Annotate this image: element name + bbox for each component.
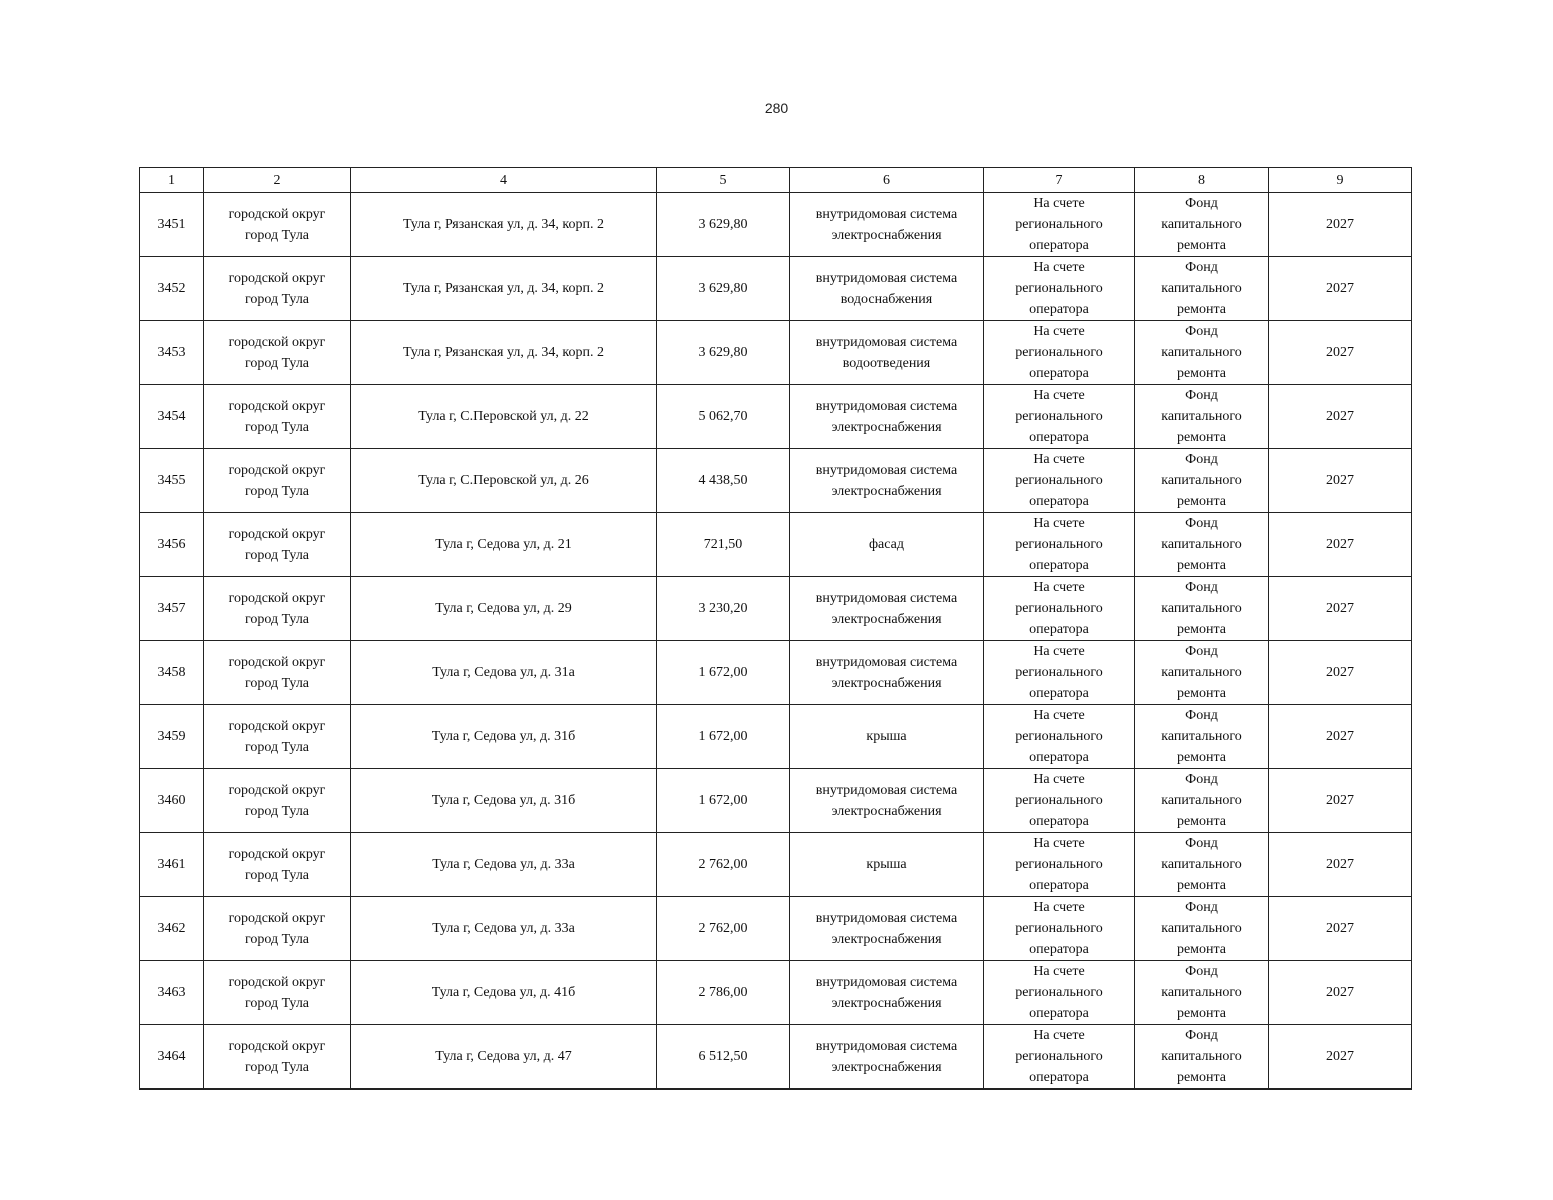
- funding-source-cell-line: капитального: [1161, 217, 1242, 232]
- municipality-cell: [204, 385, 351, 449]
- table-row: [140, 257, 1412, 321]
- work-type-cell-line: внутридомовая система: [815, 206, 958, 222]
- funding-source-cell-line: Фонд: [1185, 324, 1218, 339]
- municipality-cell: [204, 769, 351, 833]
- funding-source-cell-line: ремонта: [1176, 942, 1227, 957]
- municipality-cell-line: городской округ: [228, 334, 326, 350]
- row-number-cell: 3458: [140, 641, 204, 705]
- municipality-cell-line: город Тула: [244, 227, 310, 243]
- account-cell-line: На счете: [1033, 708, 1085, 723]
- funding-source-cell-line: Фонд: [1185, 644, 1218, 659]
- year-cell: 2027: [1269, 961, 1412, 1025]
- table-row: [140, 833, 1412, 897]
- year-cell: 2027: [1269, 769, 1412, 833]
- funding-source-cell: [1135, 513, 1269, 577]
- municipality-cell-line: город Тула: [244, 931, 310, 947]
- work-type-cell-line: внутридомовая система: [815, 590, 958, 606]
- address-cell: Тула г, Седова ул, д. 29: [351, 577, 657, 641]
- funding-source-cell-line: капитального: [1161, 729, 1242, 744]
- address-cell: Тула г, Седова ул, д. 31б: [351, 705, 657, 769]
- municipality-cell-line: город Тула: [244, 611, 310, 627]
- account-cell: [984, 961, 1135, 1025]
- work-type-cell-line: электроснабжения: [831, 611, 942, 627]
- funding-source-cell: [1135, 321, 1269, 385]
- cost-cell: 4 438,50: [657, 449, 790, 513]
- column-header-6: 6: [790, 168, 984, 193]
- funding-source-cell-line: Фонд: [1185, 1028, 1218, 1043]
- funding-source-cell-line: капитального: [1161, 985, 1242, 1000]
- year-cell: 2027: [1269, 897, 1412, 961]
- municipality-cell-line: город Тула: [244, 867, 310, 883]
- account-cell-line: оператора: [1029, 1070, 1089, 1085]
- account-cell-line: регионального: [1015, 281, 1103, 296]
- table-row: [140, 513, 1412, 577]
- funding-source-cell-line: Фонд: [1185, 452, 1218, 467]
- work-type-cell-line: крыша: [866, 729, 907, 744]
- account-cell: [984, 641, 1135, 705]
- work-type-cell-line: электроснабжения: [831, 419, 942, 435]
- work-type-cell-line: электроснабжения: [831, 931, 942, 947]
- cost-cell: 1 672,00: [657, 641, 790, 705]
- account-cell-line: регионального: [1015, 665, 1103, 680]
- row-number-cell: 3455: [140, 449, 204, 513]
- cost-cell: 721,50: [657, 513, 790, 577]
- address-cell: Тула г, С.Перовской ул, д. 26: [351, 449, 657, 513]
- municipality-cell-line: город Тула: [244, 739, 310, 755]
- municipality-cell: [204, 1025, 351, 1090]
- account-cell: [984, 705, 1135, 769]
- work-type-cell-line: водоотведения: [842, 355, 931, 371]
- year-cell: 2027: [1269, 449, 1412, 513]
- funding-source-cell-line: ремонта: [1176, 686, 1227, 701]
- work-type-cell-line: внутридомовая система: [815, 974, 958, 990]
- municipality-cell: [204, 193, 351, 257]
- municipality-cell-line: город Тула: [244, 547, 310, 563]
- municipality-cell-line: город Тула: [244, 291, 310, 307]
- funding-source-cell-line: ремонта: [1176, 750, 1227, 765]
- municipality-cell: [204, 577, 351, 641]
- year-cell: 2027: [1269, 1025, 1412, 1090]
- work-type-cell: [790, 705, 984, 769]
- table-row: [140, 1025, 1412, 1090]
- row-number-cell: 3459: [140, 705, 204, 769]
- page-number: 280: [764, 100, 789, 116]
- work-type-cell: [790, 321, 984, 385]
- funding-source-cell-line: ремонта: [1176, 558, 1227, 573]
- work-type-cell: [790, 513, 984, 577]
- municipality-cell-line: город Тула: [244, 803, 310, 819]
- row-number-cell: 3457: [140, 577, 204, 641]
- funding-source-cell-line: Фонд: [1185, 772, 1218, 787]
- column-header-2: 2: [204, 168, 351, 193]
- address-cell: Тула г, С.Перовской ул, д. 22: [351, 385, 657, 449]
- account-cell-line: регионального: [1015, 473, 1103, 488]
- work-type-cell: [790, 449, 984, 513]
- work-type-cell: [790, 833, 984, 897]
- municipality-cell-line: городской округ: [228, 846, 326, 862]
- municipality-cell-line: городской округ: [228, 910, 326, 926]
- cost-cell: 3 629,80: [657, 257, 790, 321]
- account-cell: [984, 385, 1135, 449]
- account-cell-line: регионального: [1015, 345, 1103, 360]
- work-type-cell: [790, 1025, 984, 1090]
- work-type-cell-line: внутридомовая система: [815, 654, 958, 670]
- funding-source-cell-line: Фонд: [1185, 388, 1218, 403]
- account-cell: [984, 193, 1135, 257]
- account-cell-line: На счете: [1033, 644, 1085, 659]
- municipality-cell: [204, 257, 351, 321]
- account-cell-line: оператора: [1029, 1006, 1089, 1021]
- work-type-cell-line: внутридомовая система: [815, 1038, 958, 1054]
- funding-source-cell: [1135, 641, 1269, 705]
- municipality-cell-line: городской округ: [228, 974, 326, 990]
- work-type-cell-line: внутридомовая система: [815, 782, 958, 798]
- funding-source-cell: [1135, 1025, 1269, 1090]
- table-row: [140, 577, 1412, 641]
- account-cell-line: На счете: [1033, 900, 1085, 915]
- table-row: [140, 897, 1412, 961]
- table-row: [140, 961, 1412, 1025]
- account-cell-line: оператора: [1029, 302, 1089, 317]
- address-cell: Тула г, Седова ул, д. 21: [351, 513, 657, 577]
- account-cell-line: На счете: [1033, 836, 1085, 851]
- account-cell-line: оператора: [1029, 430, 1089, 445]
- row-number-cell: 3453: [140, 321, 204, 385]
- municipality-cell-line: городской округ: [228, 270, 326, 286]
- work-type-cell: [790, 257, 984, 321]
- account-cell-line: На счете: [1033, 324, 1085, 339]
- row-number-cell: 3452: [140, 257, 204, 321]
- funding-source-cell-line: капитального: [1161, 665, 1242, 680]
- municipality-cell-line: городской округ: [228, 398, 326, 414]
- municipality-cell-line: городской округ: [228, 782, 326, 798]
- funding-source-cell-line: Фонд: [1185, 708, 1218, 723]
- municipality-cell-line: городской округ: [228, 462, 326, 478]
- row-number-cell: 3463: [140, 961, 204, 1025]
- account-cell-line: оператора: [1029, 558, 1089, 573]
- cost-cell: 3 629,80: [657, 321, 790, 385]
- cost-cell: 3 230,20: [657, 577, 790, 641]
- funding-source-cell-line: капитального: [1161, 473, 1242, 488]
- work-type-cell-line: фасад: [868, 537, 904, 552]
- cost-cell: 2 786,00: [657, 961, 790, 1025]
- funding-source-cell-line: капитального: [1161, 857, 1242, 872]
- account-cell-line: регионального: [1015, 601, 1103, 616]
- funding-source-cell-line: Фонд: [1185, 516, 1218, 531]
- account-cell-line: оператора: [1029, 750, 1089, 765]
- year-cell: 2027: [1269, 513, 1412, 577]
- year-cell: 2027: [1269, 257, 1412, 321]
- account-cell-line: регионального: [1015, 409, 1103, 424]
- work-type-cell: [790, 897, 984, 961]
- municipality-cell-line: город Тула: [244, 483, 310, 499]
- funding-source-cell: [1135, 449, 1269, 513]
- table-row: [140, 705, 1412, 769]
- account-cell-line: На счете: [1033, 452, 1085, 467]
- account-cell-line: оператора: [1029, 814, 1089, 829]
- funding-source-cell-line: ремонта: [1176, 302, 1227, 317]
- funding-source-cell: [1135, 385, 1269, 449]
- account-cell: [984, 577, 1135, 641]
- row-number-cell: 3461: [140, 833, 204, 897]
- account-cell: [984, 1025, 1135, 1090]
- municipality-cell-line: городской округ: [228, 526, 326, 542]
- year-cell: 2027: [1269, 577, 1412, 641]
- account-cell-line: регионального: [1015, 537, 1103, 552]
- account-cell-line: На счете: [1033, 772, 1085, 787]
- municipality-cell: [204, 833, 351, 897]
- cost-cell: 3 629,80: [657, 193, 790, 257]
- funding-source-cell-line: Фонд: [1185, 836, 1218, 851]
- address-cell: Тула г, Седова ул, д. 31а: [351, 641, 657, 705]
- row-number-cell: 3460: [140, 769, 204, 833]
- account-cell-line: регионального: [1015, 729, 1103, 744]
- year-cell: 2027: [1269, 321, 1412, 385]
- funding-source-cell-line: Фонд: [1185, 900, 1218, 915]
- work-type-cell-line: внутридомовая система: [815, 462, 958, 478]
- account-cell: [984, 449, 1135, 513]
- account-cell: [984, 769, 1135, 833]
- municipality-cell-line: город Тула: [244, 1059, 310, 1075]
- account-cell-line: регионального: [1015, 985, 1103, 1000]
- funding-source-cell: [1135, 257, 1269, 321]
- table-header: [140, 168, 1412, 193]
- work-type-cell-line: внутридомовая система: [815, 334, 958, 350]
- funding-source-cell-line: капитального: [1161, 793, 1242, 808]
- address-cell: Тула г, Седова ул, д. 47: [351, 1025, 657, 1090]
- work-type-cell: [790, 577, 984, 641]
- work-type-cell-line: внутридомовая система: [815, 398, 958, 414]
- work-type-cell-line: электроснабжения: [831, 675, 942, 691]
- account-cell-line: оператора: [1029, 622, 1089, 637]
- work-type-cell-line: электроснабжения: [831, 483, 942, 499]
- funding-source-cell-line: ремонта: [1176, 238, 1227, 253]
- funding-source-cell: [1135, 705, 1269, 769]
- account-cell-line: регионального: [1015, 793, 1103, 808]
- municipality-cell-line: город Тула: [244, 419, 310, 435]
- account-cell-line: На счете: [1033, 516, 1085, 531]
- account-cell-line: оператора: [1029, 366, 1089, 381]
- work-type-cell-line: внутридомовая система: [815, 910, 958, 926]
- municipality-cell-line: городской округ: [228, 1038, 326, 1054]
- account-cell: [984, 897, 1135, 961]
- work-type-cell-line: электроснабжения: [831, 803, 942, 819]
- account-cell-line: регионального: [1015, 857, 1103, 872]
- address-cell: Тула г, Рязанская ул, д. 34, корп. 2: [351, 257, 657, 321]
- account-cell-line: оператора: [1029, 878, 1089, 893]
- row-number-cell: 3456: [140, 513, 204, 577]
- municipality-cell: [204, 321, 351, 385]
- funding-source-cell-line: капитального: [1161, 1049, 1242, 1064]
- column-header-9: 9: [1269, 168, 1412, 193]
- year-cell: 2027: [1269, 705, 1412, 769]
- account-cell: [984, 833, 1135, 897]
- table-row: [140, 385, 1412, 449]
- row-number-cell: 3462: [140, 897, 204, 961]
- address-cell: Тула г, Седова ул, д. 41б: [351, 961, 657, 1025]
- registry-table: [139, 167, 1412, 1090]
- account-cell: [984, 257, 1135, 321]
- table-row: [140, 193, 1412, 257]
- funding-source-cell-line: капитального: [1161, 281, 1242, 296]
- municipality-cell-line: городской округ: [228, 718, 326, 734]
- funding-source-cell-line: ремонта: [1176, 1070, 1227, 1085]
- account-cell-line: На счете: [1033, 1028, 1085, 1043]
- work-type-cell: [790, 641, 984, 705]
- funding-source-cell-line: капитального: [1161, 345, 1242, 360]
- funding-source-cell-line: капитального: [1161, 601, 1242, 616]
- funding-source-cell: [1135, 193, 1269, 257]
- cost-cell: 5 062,70: [657, 385, 790, 449]
- funding-source-cell: [1135, 769, 1269, 833]
- municipality-cell-line: городской округ: [228, 206, 326, 222]
- funding-source-cell-line: ремонта: [1176, 878, 1227, 893]
- cost-cell: 1 672,00: [657, 705, 790, 769]
- year-cell: 2027: [1269, 833, 1412, 897]
- address-cell: Тула г, Седова ул, д. 31б: [351, 769, 657, 833]
- work-type-cell-line: электроснабжения: [831, 227, 942, 243]
- funding-source-cell-line: Фонд: [1185, 964, 1218, 979]
- row-number-cell: 3451: [140, 193, 204, 257]
- column-header-8: 8: [1135, 168, 1269, 193]
- year-cell: 2027: [1269, 385, 1412, 449]
- header-row: [140, 168, 1412, 193]
- address-cell: Тула г, Рязанская ул, д. 34, корп. 2: [351, 321, 657, 385]
- work-type-cell-line: крыша: [866, 857, 907, 872]
- municipality-cell-line: город Тула: [244, 675, 310, 691]
- funding-source-cell-line: ремонта: [1176, 494, 1227, 509]
- funding-source-cell-line: ремонта: [1176, 622, 1227, 637]
- work-type-cell-line: внутридомовая система: [815, 270, 958, 286]
- funding-source-cell-line: ремонта: [1176, 430, 1227, 445]
- row-number-cell: 3464: [140, 1025, 204, 1090]
- address-cell: Тула г, Рязанская ул, д. 34, корп. 2: [351, 193, 657, 257]
- work-type-cell: [790, 961, 984, 1025]
- municipality-cell-line: город Тула: [244, 995, 310, 1011]
- municipality-cell: [204, 897, 351, 961]
- funding-source-cell-line: капитального: [1161, 409, 1242, 424]
- funding-source-cell-line: ремонта: [1176, 1006, 1227, 1021]
- work-type-cell: [790, 385, 984, 449]
- account-cell-line: На счете: [1033, 196, 1085, 211]
- table-body: [140, 193, 1412, 1090]
- account-cell-line: регионального: [1015, 921, 1103, 936]
- account-cell-line: На счете: [1033, 580, 1085, 595]
- address-cell: Тула г, Седова ул, д. 33а: [351, 833, 657, 897]
- account-cell-line: На счете: [1033, 964, 1085, 979]
- year-cell: 2027: [1269, 641, 1412, 705]
- funding-source-cell-line: Фонд: [1185, 196, 1218, 211]
- funding-source-cell-line: Фонд: [1185, 260, 1218, 275]
- municipality-cell-line: городской округ: [228, 590, 326, 606]
- funding-source-cell-line: ремонта: [1176, 366, 1227, 381]
- cost-cell: 1 672,00: [657, 769, 790, 833]
- account-cell-line: На счете: [1033, 260, 1085, 275]
- account-cell-line: оператора: [1029, 494, 1089, 509]
- funding-source-cell: [1135, 897, 1269, 961]
- table-row: [140, 321, 1412, 385]
- account-cell-line: регионального: [1015, 217, 1103, 232]
- municipality-cell: [204, 961, 351, 1025]
- municipality-cell: [204, 641, 351, 705]
- funding-source-cell: [1135, 577, 1269, 641]
- account-cell-line: На счете: [1033, 388, 1085, 403]
- account-cell-line: оператора: [1029, 686, 1089, 701]
- funding-source-cell-line: ремонта: [1176, 814, 1227, 829]
- work-type-cell-line: электроснабжения: [831, 1059, 942, 1075]
- year-cell: 2027: [1269, 193, 1412, 257]
- cost-cell: 2 762,00: [657, 897, 790, 961]
- municipality-cell: [204, 705, 351, 769]
- funding-source-cell-line: капитального: [1161, 537, 1242, 552]
- municipality-cell-line: город Тула: [244, 355, 310, 371]
- funding-source-cell-line: Фонд: [1185, 580, 1218, 595]
- account-cell-line: оператора: [1029, 942, 1089, 957]
- account-cell-line: регионального: [1015, 1049, 1103, 1064]
- column-header-5: 5: [657, 168, 790, 193]
- funding-source-cell: [1135, 833, 1269, 897]
- funding-source-cell: [1135, 961, 1269, 1025]
- account-cell-line: оператора: [1029, 238, 1089, 253]
- work-type-cell: [790, 769, 984, 833]
- cost-cell: 6 512,50: [657, 1025, 790, 1090]
- municipality-cell: [204, 449, 351, 513]
- work-type-cell-line: электроснабжения: [831, 995, 942, 1011]
- table-row: [140, 641, 1412, 705]
- work-type-cell-line: водоснабжения: [840, 291, 933, 307]
- row-number-cell: 3454: [140, 385, 204, 449]
- table-row: [140, 449, 1412, 513]
- funding-source-cell-line: капитального: [1161, 921, 1242, 936]
- address-cell: Тула г, Седова ул, д. 33а: [351, 897, 657, 961]
- work-type-cell: [790, 193, 984, 257]
- column-header-4: 4: [351, 168, 657, 193]
- account-cell: [984, 321, 1135, 385]
- municipality-cell: [204, 513, 351, 577]
- column-header-1: 1: [140, 168, 204, 193]
- municipality-cell-line: городской округ: [228, 654, 326, 670]
- account-cell: [984, 513, 1135, 577]
- table-row: [140, 769, 1412, 833]
- column-header-7: 7: [984, 168, 1135, 193]
- cost-cell: 2 762,00: [657, 833, 790, 897]
